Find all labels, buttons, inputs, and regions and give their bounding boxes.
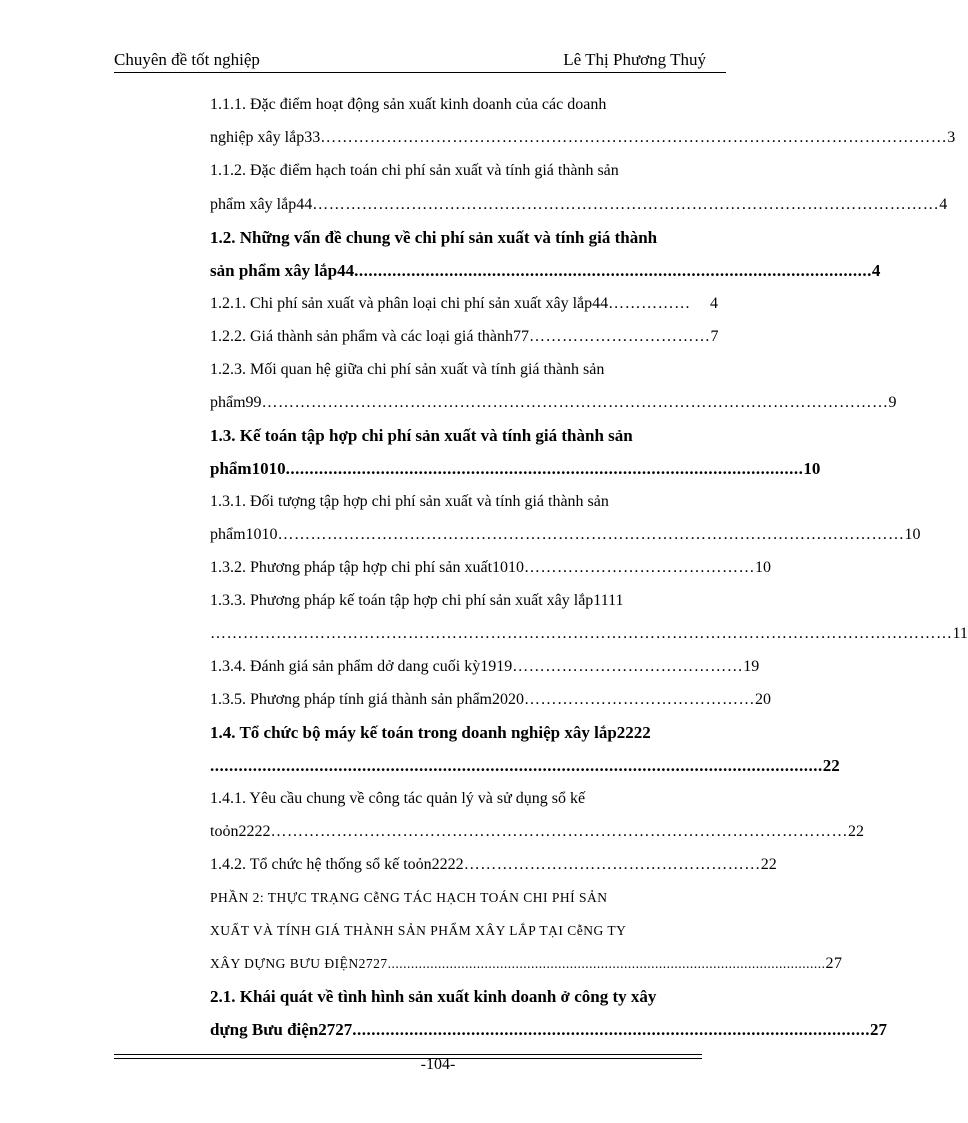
- toc-line: ……………………………………………………………………………………………………………………… 11: [210, 625, 968, 642]
- toc-line: 1.3.5. Phương pháp tính giá thành sản phẩm2020 …………………………………… 20: [210, 691, 771, 708]
- toc-line: 1.3.1. Đối tượng tập hợp chi phí sản xuất và tính giá thành sản: [210, 493, 609, 510]
- toc-line: PHẦN 2: THỰC TRẠNG CễNG TÁC HẠCH TOÁN CHI PHÍ SẢN: [210, 890, 608, 905]
- toc-line: nghiệp xây lắp33 …………………………………………………………………………………………………… 3: [210, 129, 956, 146]
- toc-line: 1.4.2. Tổ chức hệ thống sổ kế toỏn2222 ……………………………………………… 22: [210, 856, 777, 873]
- toc-line: 1.3. Kế toán tập hợp chi phí sản xuất và tính giá thành sản: [210, 426, 633, 445]
- header-author: Lê Thị Phương Thuý: [563, 50, 706, 69]
- header-rule: [114, 72, 726, 73]
- page-number: -104-: [420, 1056, 456, 1073]
- toc-line: phẩm1010 …………………………………………………………………………………………………… 10: [210, 526, 921, 543]
- toc-line: ................................................................................................................................. 22: [210, 756, 840, 775]
- toc-line: 1.4.1. Yêu cầu chung về công tác quản lý và sử dụng sổ kế: [210, 790, 586, 807]
- toc-line: 1.1.2. Đặc điểm hạch toán chi phí sản xuất và tính giá thành sản: [210, 162, 619, 179]
- footer-rule: [114, 1054, 702, 1055]
- toc-line: 1.2. Những vấn đề chung về chi phí sản xuất và tính giá thành: [210, 228, 658, 247]
- toc-line: 1.4. Tổ chức bộ máy kế toán trong doanh nghiệp xây lắp2222: [210, 723, 651, 742]
- toc-line: toỏn2222 …………………………………………………………………………………………… 22: [210, 823, 864, 840]
- header-left-title: Chuyên đề tốt nghiệp: [114, 50, 260, 69]
- toc-line: phẩm xây lắp44 …………………………………………………………………………………………………… 4: [210, 196, 948, 213]
- toc-line: sản phẩm xây lắp44 ............................................................................................................. 4: [210, 261, 881, 280]
- toc-line: 1.2.3. Mối quan hệ giữa chi phí sản xuất và tính giá thành sản: [210, 361, 605, 378]
- toc-line: XÂY DỰNG BƯU ĐIỆN2727 ................................................................................................................. 27: [210, 955, 843, 972]
- toc-line: 1.1.1. Đặc điểm hoạt động sản xuất kinh doanh của các doanh: [210, 96, 607, 113]
- toc-line: 1.2.2. Giá thành sản phẩm và các loại giá thành77 …………………………… 7: [210, 328, 719, 345]
- toc-line: XUẤT VÀ TÍNH GIÁ THÀNH SẢN PHẨM XÂY LẮP TẠI CễNG TY: [210, 923, 627, 938]
- toc-line: phẩm99 …………………………………………………………………………………………………… 9: [210, 394, 897, 411]
- toc-line: 1.3.2. Phương pháp tập hợp chi phí sản xuất1010 …………………………………… 10: [210, 559, 772, 576]
- toc-line: 1.3.3. Phương pháp kế toán tập hợp chi phí sản xuất xây lắp1111: [210, 592, 624, 609]
- toc-line: 1.2.1. Chi phí sản xuất và phân loại chi phí sản xuất xây lắp44 …………… 4: [210, 295, 718, 312]
- toc-line: 2.1. Khái quát về tình hình sản xuất kinh doanh ở công ty xây: [210, 987, 657, 1006]
- toc-line: 1.3.4. Đánh giá sản phẩm dở dang cuối kỳ1919 …………………………………… 19: [210, 658, 760, 675]
- toc-line: dựng Bưu điện2727 ............................................................................................................. 27: [210, 1020, 888, 1039]
- toc-line: phẩm1010 ............................................................................................................. 10: [210, 459, 821, 478]
